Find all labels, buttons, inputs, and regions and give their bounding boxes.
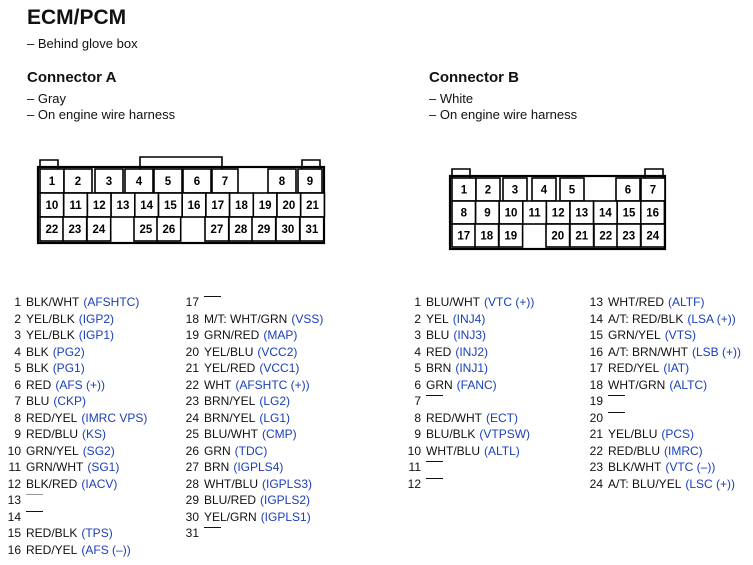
pin-label: 3 [105, 176, 113, 188]
wire-color: YEL/BLK [26, 311, 75, 326]
signal-name: (VTC (+)) [484, 295, 535, 309]
pin-label: 13 [575, 207, 589, 220]
connector-a-heading: Connector A [27, 69, 117, 86]
pin-number: 9 [414, 427, 421, 441]
pin-row [6, 393, 147, 410]
pin-number: 23 [185, 394, 199, 408]
unused-pin-dash [26, 494, 43, 509]
pin-number: 1 [14, 295, 21, 309]
pin-row [184, 426, 323, 443]
wire-color: A/T: BRN/WHT [608, 344, 688, 359]
signal-name: (AFS (+)) [55, 377, 106, 392]
wire-color: GRN/WHT [26, 460, 84, 474]
wire-color: RED [26, 377, 52, 392]
pin-label: 30 [281, 224, 295, 236]
pin-row [6, 509, 147, 526]
pin-row [406, 459, 534, 476]
pin-number: 27 [185, 460, 199, 474]
wire-color: BLK [26, 361, 49, 375]
wire-color: A/T: RED/BLK [608, 311, 684, 326]
pin-row [184, 476, 323, 493]
signal-name: (CMP) [262, 427, 297, 441]
pin-label: 5 [568, 184, 576, 197]
pin-label: 23 [622, 230, 636, 243]
signal-name: (LSC (+)) [685, 476, 736, 491]
pin-number: 10 [7, 443, 21, 458]
pin-row [406, 327, 534, 344]
wire-color: RED/YEL [26, 410, 78, 425]
pin-number: 4 [414, 344, 421, 359]
pin-label: 6 [193, 176, 201, 188]
unused-pin-dash [426, 395, 443, 410]
signal-name: (IGPLS2) [260, 493, 311, 507]
signal-name: (FANC) [456, 377, 497, 392]
wire-color: RED/BLU [608, 443, 661, 458]
signal-name: (INJ2) [455, 344, 489, 359]
signal-name: (LSB (+)) [692, 344, 742, 359]
pin-label: 7 [221, 176, 229, 188]
signal-name: (PG2) [52, 344, 85, 359]
pin-number: 4 [14, 344, 21, 359]
signal-name: (AFSHTC) [83, 295, 140, 309]
pin-number: 9 [14, 427, 21, 441]
pin-number: 16 [589, 344, 603, 359]
pin-label: 3 [511, 184, 519, 197]
pin-label: 9 [306, 176, 314, 188]
pin-number: 12 [407, 476, 421, 491]
pin-label: 8 [278, 176, 286, 188]
pin-number: 6 [414, 377, 421, 392]
pin-row [588, 426, 741, 443]
signal-name: (TDC) [234, 443, 268, 458]
unused-pin-dash [204, 296, 221, 311]
wire-color: WHT/RED [608, 295, 664, 309]
connector-b-pinlist-right [588, 294, 741, 492]
signal-name: (TPS) [81, 526, 113, 540]
pin-number: 2 [414, 311, 421, 326]
signal-name: (INJ3) [453, 328, 487, 342]
wire-color: YEL [426, 311, 449, 326]
connector-b-harness-note: – On engine wire harness [429, 107, 578, 122]
pin-row [184, 443, 323, 460]
pin-row [588, 311, 741, 328]
wire-color: BLU/BLK [426, 427, 476, 441]
pin-number: 28 [185, 476, 199, 491]
pin-number: 14 [7, 509, 21, 524]
pin-label: 22 [599, 230, 613, 243]
pin-label: 18 [480, 230, 494, 243]
pin-row [6, 525, 147, 542]
pin-label: 13 [116, 200, 130, 212]
pin-label: 25 [139, 224, 153, 236]
wire-color: GRN/YEL [608, 328, 661, 342]
pin-label: 4 [135, 176, 143, 188]
pin-label: 5 [164, 176, 172, 188]
pin-row [184, 509, 323, 526]
signal-name: (AFS (–)) [81, 542, 131, 557]
pin-row [588, 476, 741, 493]
signal-name: (VTPSW) [479, 427, 531, 441]
pin-number: 8 [414, 410, 421, 425]
pin-row [6, 492, 147, 509]
pin-row [588, 344, 741, 361]
signal-name: (IGPLS1) [260, 509, 311, 524]
signal-name: (IGP2) [78, 311, 115, 326]
wire-color: BRN/YEL [204, 394, 256, 408]
signal-name: (ALTC) [669, 377, 708, 392]
pin-label: 19 [504, 230, 518, 243]
pin-number: 20 [589, 410, 603, 425]
wire-color: GRN [426, 377, 453, 392]
signal-name: (SG2) [82, 443, 115, 458]
pin-label: 1 [48, 176, 56, 188]
wire-color: BLU [26, 394, 50, 408]
wire-color: BRN [204, 460, 230, 474]
pin-row [184, 311, 323, 328]
connector-b-color-note: – White [429, 91, 474, 106]
connector-a-pinlist-right [184, 294, 323, 542]
signal-name: (AFSHTC (+)) [235, 377, 310, 392]
pin-number: 30 [185, 509, 199, 524]
pin-number: 21 [185, 361, 199, 375]
signal-name: (KS) [82, 427, 107, 441]
pin-label: 8 [460, 207, 468, 220]
pin-label: 15 [163, 200, 177, 212]
pin-row [6, 327, 147, 344]
signal-name: (ALTF) [668, 295, 705, 309]
pin-number: 8 [14, 410, 21, 425]
pin-row [406, 344, 534, 361]
pin-number: 23 [589, 460, 603, 474]
location-note: – Behind glove box [27, 36, 138, 51]
pin-number: 6 [14, 377, 21, 392]
pin-number: 19 [185, 328, 199, 342]
pin-row [588, 294, 741, 311]
pin-number: 26 [185, 443, 199, 458]
wire-color: RED/YEL [608, 361, 660, 375]
wire-color: RED [426, 344, 452, 359]
wire-color: BRN [426, 361, 452, 375]
pin-label: 21 [306, 200, 319, 212]
pin-row [588, 459, 741, 476]
pin-label: 2 [484, 184, 492, 197]
pin-row [588, 393, 741, 410]
pin-label: 17 [457, 230, 471, 243]
pin-number: 11 [8, 460, 21, 474]
signal-name: (CKP) [53, 394, 87, 408]
wire-color: BLU/WHT [426, 295, 480, 309]
pin-number: 7 [14, 394, 21, 408]
pin-row [184, 492, 323, 509]
pin-number: 16 [7, 542, 21, 557]
pin-row [588, 360, 741, 377]
pin-number: 19 [589, 394, 603, 408]
wire-color: RED/WHT [426, 410, 482, 425]
pin-number: 7 [414, 394, 421, 408]
pin-row [6, 344, 147, 361]
pin-number: 11 [408, 460, 421, 474]
unused-pin-dash [608, 412, 625, 427]
pin-row [406, 476, 534, 493]
signal-name: (LG2) [259, 394, 291, 408]
signal-name: (IGPLS4) [233, 460, 284, 474]
unused-pin-dash [608, 395, 625, 410]
pin-number: 20 [185, 344, 199, 359]
signal-name: (ECT) [486, 410, 518, 425]
wire-color: WHT/BLU [426, 443, 480, 458]
pin-label: 12 [92, 200, 106, 212]
pin-label: 20 [551, 230, 565, 243]
pin-row [6, 542, 147, 559]
pin-row [6, 294, 147, 311]
signal-name: (PCS) [661, 427, 695, 441]
pin-row [406, 443, 534, 460]
pin-label: 23 [68, 224, 82, 236]
wire-color: BLK/WHT [608, 460, 662, 474]
pin-number: 25 [185, 427, 199, 441]
pin-row [406, 377, 534, 394]
pin-row [6, 377, 147, 394]
unused-pin-dash [426, 461, 443, 476]
pin-label: 21 [575, 230, 589, 243]
signal-name: (IGP1) [78, 328, 115, 342]
signal-name: (IAT) [663, 361, 690, 375]
pin-number: 29 [185, 493, 199, 507]
unused-pin-dash [426, 478, 443, 493]
pin-label: 28 [234, 224, 248, 236]
signal-name: (VSS) [291, 311, 324, 326]
pin-row [184, 410, 323, 427]
pin-label: 12 [551, 207, 565, 220]
pin-row [184, 360, 323, 377]
pin-number: 14 [589, 311, 603, 326]
pin-number: 5 [414, 361, 421, 375]
pin-label: 14 [599, 207, 612, 220]
pin-row [406, 294, 534, 311]
pin-number: 2 [14, 311, 21, 326]
unused-pin-dash [204, 527, 221, 542]
pin-number: 22 [185, 377, 199, 392]
pin-row [184, 459, 323, 476]
pin-row [588, 443, 741, 460]
signal-name: (IMRC) [664, 443, 703, 458]
signal-name: (VCC2) [257, 344, 298, 359]
wire-color: RED/BLK [26, 526, 78, 540]
wire-color: YEL/GRN [204, 509, 257, 524]
pin-number: 1 [414, 295, 421, 309]
pin-number: 3 [414, 328, 421, 342]
pin-row [6, 443, 147, 460]
wire-color: BLU/RED [204, 493, 257, 507]
pin-number: 15 [7, 526, 21, 540]
pin-label: 14 [140, 200, 154, 212]
wire-color: BLU/WHT [204, 427, 258, 441]
pin-number: 24 [185, 410, 199, 425]
pin-label: 27 [210, 224, 224, 236]
signal-name: (LG1) [259, 410, 291, 425]
signal-name: (LSA (+)) [687, 311, 736, 326]
pin-number: 13 [589, 295, 603, 309]
pin-label: 6 [624, 184, 632, 197]
pin-row [406, 410, 534, 427]
pin-row [6, 311, 147, 328]
pin-row [6, 410, 147, 427]
pin-label: 4 [540, 184, 548, 197]
pin-label: 22 [45, 224, 59, 236]
wire-color: BLK/WHT [26, 295, 80, 309]
pin-row [588, 377, 741, 394]
pin-label: 11 [69, 200, 82, 212]
pin-number: 17 [185, 295, 199, 309]
wire-color: GRN/YEL [26, 443, 79, 458]
signal-name: (PG1) [52, 361, 85, 375]
pin-row [6, 426, 147, 443]
wire-color: BLU [426, 328, 450, 342]
pin-row [588, 327, 741, 344]
signal-name: (IACV) [81, 476, 118, 491]
pin-row [6, 459, 147, 476]
pin-row [184, 377, 323, 394]
pin-row [184, 294, 323, 311]
signal-name: (SG1) [87, 460, 120, 474]
wire-color: BLK [26, 344, 49, 359]
wire-color: WHT/GRN [608, 377, 666, 392]
connector-a-pinlist-left [6, 294, 147, 558]
pin-label: 18 [235, 200, 248, 212]
pin-row [6, 360, 147, 377]
pin-row [588, 410, 741, 427]
pin-label: 2 [74, 176, 82, 188]
signal-name: (MAP) [263, 328, 298, 342]
wire-color: YEL/BLU [204, 344, 254, 359]
pin-row [6, 476, 147, 493]
connector-a-color-note: – Gray [27, 91, 67, 106]
page-title: ECM/PCM [27, 6, 127, 29]
wire-color: M/T: WHT/GRN [204, 311, 288, 326]
wire-color: A/T: BLU/YEL [608, 476, 682, 491]
wire-color: WHT [204, 377, 232, 392]
pin-row [184, 327, 323, 344]
wire-color: RED/YEL [26, 542, 78, 557]
pin-number: 5 [14, 361, 21, 375]
pin-label: 10 [504, 207, 518, 220]
wire-color: BRN/YEL [204, 410, 256, 425]
signal-name: (VTS) [664, 328, 697, 342]
wire-color: BLK/RED [26, 476, 78, 491]
pin-row [406, 393, 534, 410]
pin-label: 19 [258, 200, 272, 212]
signal-name: (INJ4) [452, 311, 486, 326]
pin-label: 1 [460, 184, 468, 197]
pin-number: 3 [14, 328, 21, 342]
signal-name: (VCC1) [259, 361, 300, 375]
wire-color: YEL/RED [204, 361, 256, 375]
pin-label: 29 [257, 224, 271, 236]
connector-a-harness-note: – On engine wire harness [27, 107, 176, 122]
pin-number: 10 [407, 443, 421, 458]
wire-color: RED/BLU [26, 427, 79, 441]
pin-label: 7 [649, 184, 657, 197]
pin-number: 12 [7, 476, 21, 491]
signal-name: (VTC (–)) [665, 460, 716, 474]
pin-number: 21 [589, 427, 603, 441]
pin-number: 31 [185, 526, 199, 540]
pin-label: 10 [45, 200, 59, 212]
pin-number: 22 [589, 443, 603, 458]
unused-pin-dash [26, 511, 43, 526]
connector-b-heading: Connector B [429, 69, 519, 86]
pin-row [406, 360, 534, 377]
pin-label: 20 [282, 200, 296, 212]
wire-color: GRN/RED [204, 328, 260, 342]
pin-label: 26 [162, 224, 176, 236]
pin-label: 16 [187, 200, 201, 212]
wire-color: WHT/BLU [204, 476, 258, 491]
pin-label: 15 [622, 207, 636, 220]
pin-row [184, 525, 323, 542]
connector-b-pinlist-left [406, 294, 534, 492]
pin-row [406, 311, 534, 328]
wire-color: YEL/BLK [26, 328, 75, 342]
signal-name: (IGPLS3) [262, 476, 313, 491]
pin-label: 9 [484, 207, 491, 220]
signal-name: (ALTL) [484, 443, 520, 458]
pin-label: 16 [646, 207, 659, 220]
pin-number: 18 [185, 311, 199, 326]
pin-number: 13 [7, 493, 21, 507]
pin-row [184, 344, 323, 361]
pin-label: 11 [528, 207, 541, 220]
pin-row [184, 393, 323, 410]
pin-label: 24 [92, 224, 106, 236]
wire-color: YEL/BLU [608, 427, 658, 441]
pin-number: 18 [589, 377, 603, 392]
signal-name: (INJ1) [455, 361, 489, 375]
pin-number: 17 [589, 361, 603, 375]
signal-name: (IMRC VPS) [81, 410, 148, 425]
pin-label: 31 [305, 224, 319, 236]
pin-number: 15 [589, 328, 603, 342]
pin-label: 24 [646, 230, 660, 243]
pin-number: 24 [589, 476, 603, 491]
wire-color: GRN [204, 443, 231, 458]
pin-label: 17 [211, 200, 225, 212]
pin-row [406, 426, 534, 443]
